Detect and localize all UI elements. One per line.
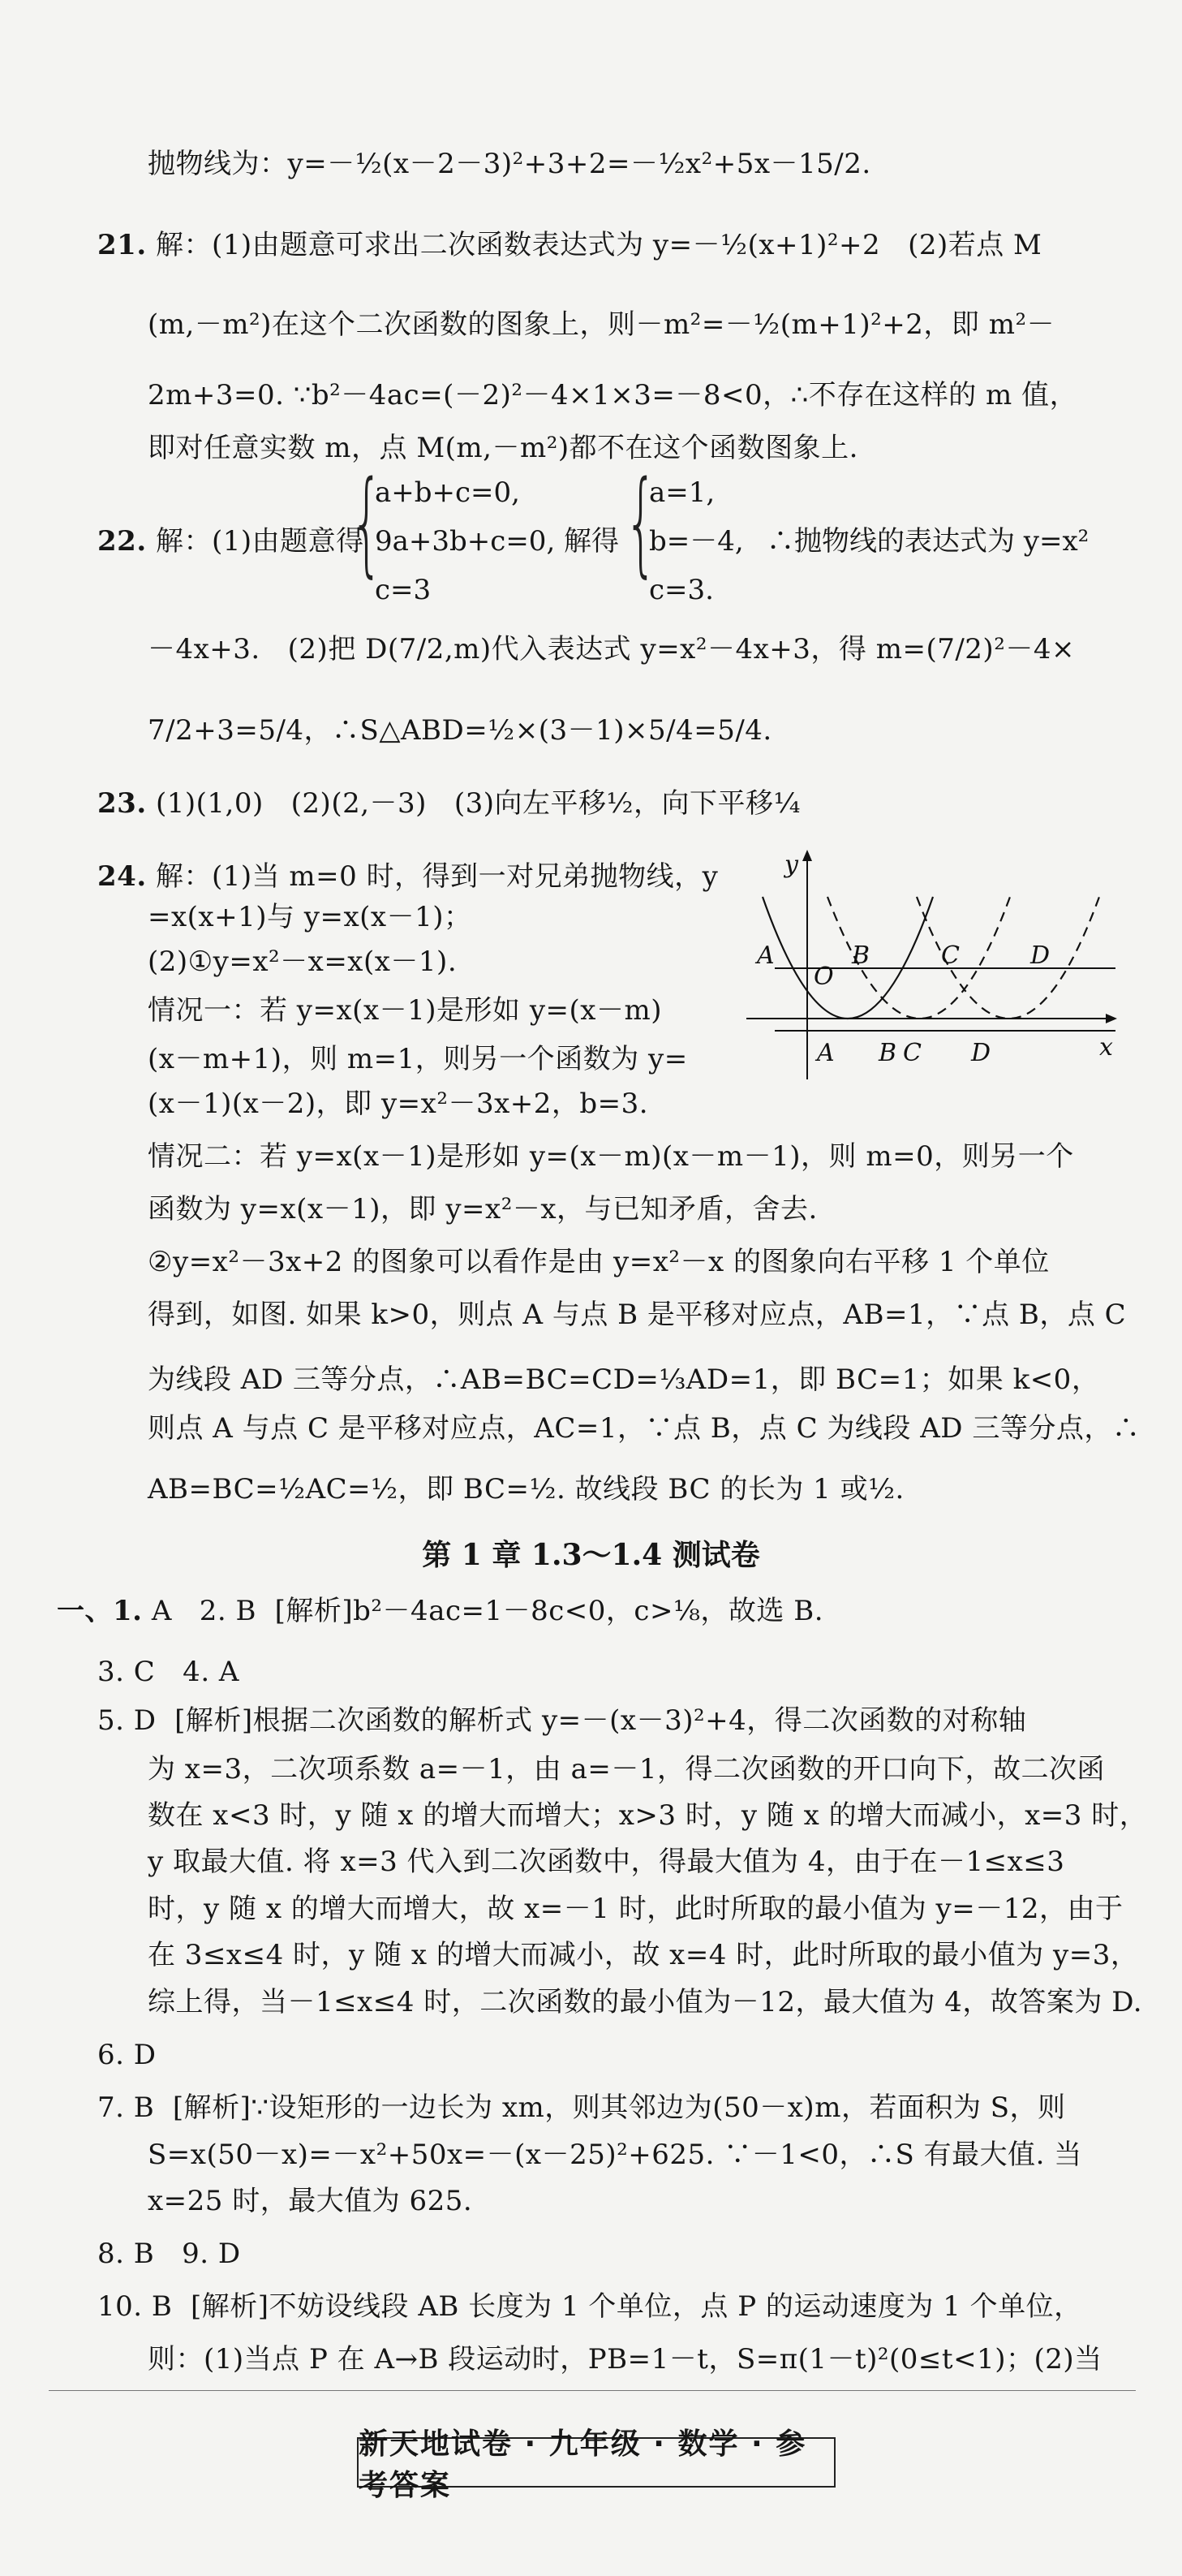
equation-system: b=－4, <box>649 525 744 558</box>
equation-system: c=3. <box>649 574 714 606</box>
point-label: A <box>757 941 775 970</box>
answer-line: 函数为 y=x(x－1)，即 y=x²－x，与已知矛盾，舍去. <box>148 1193 818 1226</box>
answer-line: ②y=x²－3x+2 的图象可以看作是由 y=x²－x 的图象向右平移 1 个单位 <box>148 1246 1050 1278</box>
question-number: 22. <box>97 525 147 558</box>
answer-text: ∴抛物线的表达式为 y=x² <box>767 525 1090 558</box>
question-number: 一、1. <box>57 1595 143 1627</box>
point-label: B <box>879 1039 897 1067</box>
point-label: B <box>852 941 870 970</box>
answer-line: (m,－m²)在这个二次函数的图象上，则－m²=－½(m+1)²+2，即 m²－ <box>148 308 1055 341</box>
answer-line: 即对任意实数 m，点 M(m,－m²)都不在这个函数图象上. <box>148 432 858 464</box>
answer-line: 数在 x<3 时，y 随 x 的增大而增大；x>3 时，y 随 x 的增大而减小，x=3 时， <box>148 1799 1148 1832</box>
equation-system: c=3 <box>375 574 432 606</box>
parabola-graph <box>742 848 1124 1083</box>
y-axis-label: y <box>784 851 798 879</box>
x-axis-arrow <box>1106 1014 1117 1023</box>
answer-line: 情况一：若 y=x(x－1)是形如 y=(x－m) <box>148 994 662 1027</box>
footer-divider <box>49 2390 1136 2391</box>
answer-text: 解得 <box>564 525 619 558</box>
answer-line: =x(x+1)与 y=x(x－1)； <box>148 901 472 933</box>
answer-line: 则：(1)当点 P 在 A→B 段运动时，PB=1－t，S=π(1－t)²(0≤t<1)；(2)当 <box>148 2343 1102 2376</box>
answer-line: 则点 A 与点 C 是平移对应点，AC=1，∵点 B，点 C 为线段 AD 三等分点，∴ <box>148 1412 1141 1445</box>
answer-23 <box>97 787 1182 820</box>
answer-text: 解：(1)当 m=0 时，得到一对兄弟抛物线，y <box>155 860 719 893</box>
answer-line: 时，y 随 x 的增大而增大，故 x=－1 时，此时所取的最小值为 y=－12，由于 <box>148 1893 1124 1925</box>
y-axis-arrow <box>802 850 812 861</box>
answer-line: 6. D <box>97 2039 157 2071</box>
equation-system: a=1, <box>649 476 716 509</box>
answer-line: x=25 时，最大值为 625. <box>148 2185 473 2217</box>
answer-line: y 取最大值. 将 x=3 代入到二次函数中，得最大值为 4，由于在－1≤x≤3 <box>148 1846 1065 1878</box>
section-title: 第 1 章 1.3～1.4 测试卷 <box>422 1538 760 1572</box>
footer-label: 新天地试卷 · 九年级 · 数学 · 参考答案 <box>357 2437 836 2488</box>
answer-line: 为线段 AD 三等分点，∴AB=BC=CD=⅓AD=1，即 BC=1；如果 k<0， <box>148 1363 1100 1396</box>
answer-line: (x－m+1)，则 m=1，则另一个函数为 y= <box>148 1043 688 1075</box>
answer-text: 解：(1)由题意可求出二次函数表达式为 y=－½(x+1)²+2 (2)若点 M <box>155 229 1042 261</box>
question-number: 23. <box>97 787 147 820</box>
answer-line: 5. D [解析]根据二次函数的解析式 y=－(x－3)²+4，得二次函数的对称轴 <box>97 1704 1027 1737</box>
answer-line: AB=BC=½AC=½，即 BC=½. 故线段 BC 的长为 1 或½. <box>148 1473 905 1506</box>
answer-line: 3. C 4. A <box>97 1656 239 1688</box>
x-axis-label: x <box>1099 1033 1113 1062</box>
system-brace: { <box>350 457 384 589</box>
origin-label: O <box>814 963 834 991</box>
point-label: A <box>817 1039 835 1067</box>
answer-1 <box>57 1597 1182 1625</box>
answer-text: (1)(1,0) (2)(2,－3) (3)向左平移½，向下平移¼ <box>155 787 801 820</box>
answer-line: 10. B [解析]不妨设线段 AB 长度为 1 个单位，点 P 的运动速度为 1 个单位， <box>97 2290 1082 2323</box>
answer-21 <box>97 231 1182 259</box>
answer-line: －4x+3. (2)把 D(7/2,m)代入表达式 y=x²－4x+3，得 m=(7/2)²－4× <box>148 633 1075 666</box>
answer-line: 7/2+3=5/4，∴S△ABD=½×(3－1)×5/4=5/4. <box>148 714 772 747</box>
answer-line: (x－1)(x－2)，即 y=x²－3x+2，b=3. <box>148 1088 649 1120</box>
answer-line: 抛物线为：y=－½(x－2－3)²+3+2=－½x²+5x－15/2. <box>148 148 871 180</box>
answer-line: 为 x=3，二次项系数 a=－1，由 a=－1，得二次函数的开口向下，故二次函 <box>148 1753 1105 1786</box>
answer-line: 8. B 9. D <box>97 2238 241 2270</box>
answer-line: 在 3≤x≤4 时，y 随 x 的增大而减小，故 x=4 时，此时所取的最小值为 y=3， <box>148 1939 1139 1971</box>
answer-line: 情况二：若 y=x(x－1)是形如 y=(x－m)(x－m－1)，则 m=0，则另一个 <box>148 1140 1074 1173</box>
point-label: C <box>941 941 960 970</box>
parabola-solid-1 <box>763 897 933 1019</box>
answer-line: 2m+3=0. ∵b²－4ac=(－2)²－4×1×3=－8<0，∴不存在这样的 m 值， <box>148 379 1078 411</box>
answer-line: 得到，如图. 如果 k>0，则点 A 与点 B 是平移对应点，AB=1，∵点 B，点 C <box>148 1299 1127 1331</box>
point-label: D <box>1030 941 1051 970</box>
answer-line: S=x(50－x)=－x²+50x=－(x－25)²+625. ∵－1<0，∴S 有最大值. 当 <box>148 2139 1082 2171</box>
point-label: D <box>971 1039 991 1067</box>
question-number: 21. <box>97 229 147 261</box>
answer-line: (2)①y=x²－x=x(x－1). <box>148 946 458 978</box>
system-brace: { <box>625 457 658 589</box>
answer-text: 解：(1)由题意得 <box>155 525 364 558</box>
question-number: 24. <box>97 860 147 893</box>
answer-line: 7. B [解析]∵设矩形的一边长为 xm，则其邻边为(50－x)m，若面积为 S，则 <box>97 2091 1066 2124</box>
equation-system: a+b+c=0, <box>375 476 520 509</box>
point-label: C <box>903 1039 922 1067</box>
answer-text: A 2. B [解析]b²－4ac=1－8c<0，c>⅛，故选 B. <box>151 1595 824 1627</box>
equation-system: 9a+3b+c=0, <box>375 525 556 558</box>
answer-line: 综上得，当－1≤x≤4 时，二次函数的最小值为－12，最大值为 4，故答案为 D. <box>148 1986 1143 2018</box>
